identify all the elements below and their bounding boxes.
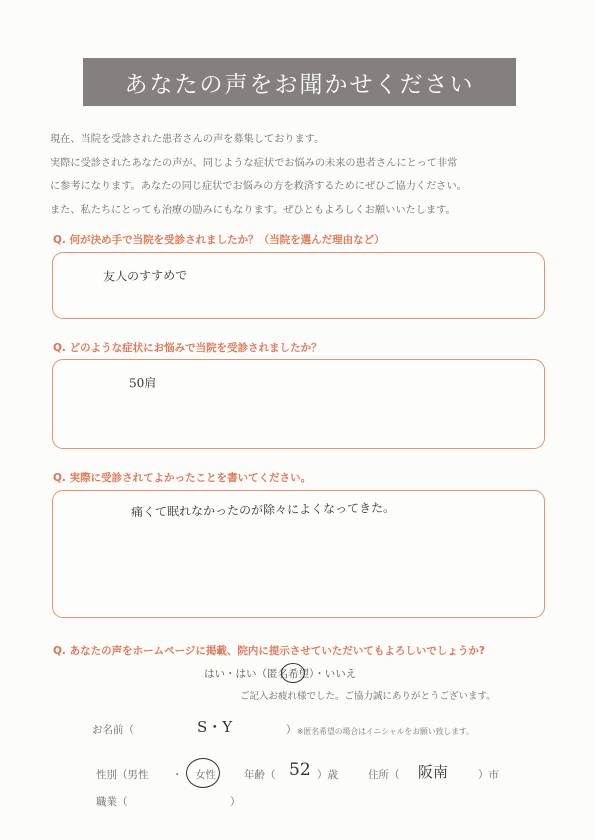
question-2-answer-box[interactable] — [52, 359, 545, 449]
thanks-message: ご記入お疲れ様でした。ご協力誠にありがとうございます。 — [240, 691, 496, 702]
question-1-answer-box[interactable] — [52, 252, 545, 319]
gender-female-option[interactable]: 女性 — [195, 769, 216, 781]
name-value[interactable]: S・Y — [197, 718, 233, 736]
gender-label: 性別（男性 — [96, 769, 149, 781]
age-unit: ）歳 — [317, 769, 338, 781]
address-unit: ）市 — [478, 769, 499, 781]
question-3-label: Q. 実際に受診されてよかったことを書いてください。 — [53, 472, 312, 484]
anonymous-circle-mark — [281, 663, 305, 683]
option-anonymous[interactable] — [267, 666, 309, 681]
job-label: 職業（ — [96, 796, 128, 808]
intro-line: また、私たちにとっても治療の励みにもなります。ぜひともよろしくお願いいたします。 — [50, 204, 456, 216]
question-3-answer-box[interactable] — [52, 490, 545, 618]
name-close: ） — [286, 724, 297, 736]
age-value[interactable]: 52 — [289, 760, 311, 780]
name-label: お名前（ — [92, 724, 134, 736]
age-label: 年齢（ — [244, 769, 276, 781]
question-2-label: Q. どのような症状にお悩みで当院を受診されましたか？ — [53, 342, 322, 354]
question-2-answer: 50肩 — [128, 375, 157, 391]
permission-options — [204, 666, 356, 681]
address-label: 住所（ — [368, 769, 400, 781]
question-1-answer: 友人のすすめで — [102, 268, 188, 284]
address-value[interactable]: 阪南 — [418, 763, 449, 781]
option-anonymous-label: 匿名希望 — [267, 668, 309, 680]
name-note: ※匿名希望の場合はイニシャルをお願い致します。 — [297, 727, 474, 736]
female-circle-mark — [186, 758, 220, 788]
question-1-label: Q. 何が決め手で当院を受診されましたか？（当院を選んだ理由など） — [53, 234, 385, 246]
page-title: あなたの声をお聞かせください — [124, 71, 475, 98]
option-no[interactable]: ）・いいえ — [309, 668, 357, 680]
question-3-answer: 痛くて眠れなかったのが除々によくなってきた。 — [130, 500, 396, 520]
intro-text — [50, 128, 550, 222]
intro-line: 現在、当院を受診された患者さんの声を募集しております。 — [50, 134, 325, 145]
gender-separator: ・ — [172, 769, 183, 781]
permission-question-label: Q. あなたの声をホームページに掲載、院内に提示させていただいてもよろしいでしょうか? — [53, 645, 485, 657]
option-yes[interactable]: はい・はい（ — [204, 668, 267, 680]
intro-line: 実際に受診されたあなたの声が、同じような症状でお悩みの未来の患者さんにとって非常 — [50, 157, 458, 169]
intro-line: に参考になります。あなたの同じ症状でお悩みの方を救済するためにぜひご協力ください。 — [50, 181, 467, 192]
job-close: ） — [230, 796, 241, 808]
title-banner — [83, 58, 516, 106]
